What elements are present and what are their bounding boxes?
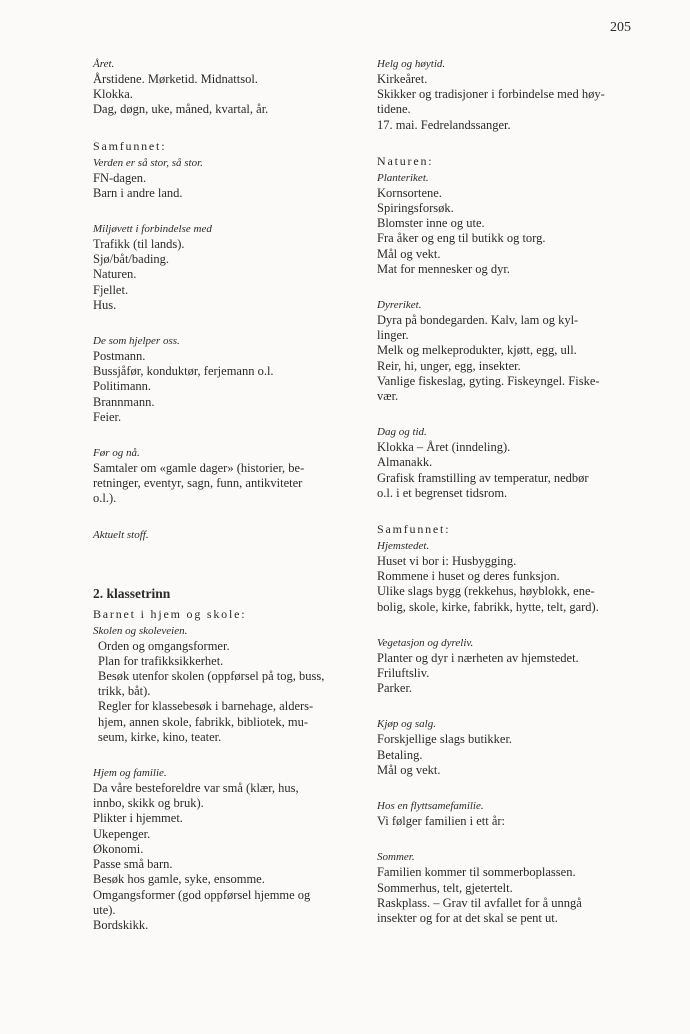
text-line: Plan for trafikksikkerhet. [98,653,224,668]
text-line: Familien kommer til sommerboplassen. [377,865,576,880]
text-line: seum, kirke, kino, teater. [98,729,222,744]
subtopic-heading: Aktuelt stoff. [93,528,149,541]
topic-heading: Naturen: [377,153,434,168]
text-line: Plikter i hjemmet. [93,811,183,826]
text-line: Fjellet. [93,282,129,297]
text-line: Orden og omgangsformer. [98,638,230,653]
text-line: Vanlige fiskeslag, gyting. Fiskeyngel. Fiske- [377,373,600,388]
subtopic-heading: Dag og tid. [377,426,427,439]
text-line: ute). [93,902,116,917]
text-line: Bordskikk. [93,917,149,932]
section [377,849,639,926]
text-line: Barn i andre land. [93,185,183,200]
text-line: Mat for mennesker og dyr. [377,261,510,276]
section [377,297,639,404]
subtopic-heading: Hjemstedet. [377,540,430,553]
section [93,56,355,118]
text-line: innbo, skikk og bruk). [93,796,204,811]
text-line: Besøk utenfor skolen (oppførsel på tog, buss, [98,669,325,684]
subtopic-heading: Året. [93,58,115,70]
section [93,138,355,201]
section [93,445,355,507]
subtopic-heading: Verden er så stor, så stor. [93,156,203,169]
text-line: Vi følger familien i ett år: [377,814,506,829]
text-line: tidene. [377,102,411,117]
subtopic-heading: Miljøvett i forbindelse med [93,223,212,236]
text-line: Omgangsformer (god oppførsel hjemme og [93,887,311,902]
text-line: Planter og dyr i nærheten av hjemstedet. [377,650,579,665]
section [377,716,639,778]
text-line: trikk, båt). [98,684,151,699]
subtopic-heading: Hjem og familie. [93,767,167,780]
text-line: Dag, døgn, uke, måned, kvartal, år. [93,102,269,117]
text-line: Bussjåfør, konduktør, ferjemann o.l. [93,364,274,379]
page-number: 205 [610,20,631,35]
text-line: Feier. [93,409,122,424]
text-line: retninger, eventyr, sagn, funn, antikviteter [93,476,303,491]
subtopic-heading: Dyreriket. [377,299,422,312]
text-line: Fra åker og eng til butikk og torg. [377,231,546,246]
subtopic-heading: Kjøp og salg. [377,718,436,731]
section [377,153,639,277]
text-line: o.l.). [93,491,117,506]
text-line: Klokka – Året (inndeling). [377,440,511,455]
text-line: Spiringsforsøk. [377,201,454,216]
section [93,765,355,933]
text-line: Regler for klassebesøk i barnehage, alders- [98,699,314,714]
text-line: Kirkeåret. [377,72,428,86]
text-line: Mål og vekt. [377,246,441,261]
section [93,585,355,745]
subtopic-heading: De som hjelper oss. [93,335,180,348]
right-column [377,56,639,946]
grade-heading: 2. klassetrinn [93,585,171,601]
text-line: 17. mai. Fedrelandssanger. [377,117,511,132]
text-line: Passe små barn. [93,857,173,872]
text-line: Trafikk (til lands). [93,237,185,252]
text-line: Besøk hos gamle, syke, ensomme. [93,872,265,887]
text-line: Økonomi. [93,841,144,856]
text-line: Ulike slags bygg (rekkehus, høyblokk, ene- [377,584,595,599]
subtopic-heading: Helg og høytid. [377,58,446,70]
text-line: Da våre besteforeldre var små (klær, hus, [93,781,299,796]
text-line: Friluftsliv. [377,666,430,681]
subtopic-heading: Før og nå. [93,447,140,460]
text-line: Ukepenger. [93,826,151,841]
text-line: Dyra på bondegarden. Kalv, lam og kyl- [377,313,579,328]
subtopic-heading: Skolen og skoleveien. [93,624,188,637]
text-line: Raskplass. – Grav til avfallet for å unngå [377,895,582,910]
text-line: Skikker og tradisjoner i forbindelse med høy- [377,87,605,102]
text-line: Sommerhus, telt, gjetertelt. [377,880,513,895]
section [93,333,355,425]
text-line: Postmann. [93,349,146,364]
text-line: Betaling. [377,747,423,762]
text-line: hjem, annen skole, fabrikk, bibliotek, mu- [98,714,309,729]
text-line: Klokka. [93,87,133,102]
section [377,635,639,697]
text-line: Sjø/båt/bading. [93,252,170,267]
subtopic-heading: Sommer. [377,851,415,864]
section [377,424,639,501]
section [377,798,639,829]
text-line: Almanakk. [377,455,433,470]
topic-heading: Samfunnet: [93,138,167,153]
text-line: Hus. [93,297,117,312]
text-line: Naturen. [93,267,137,282]
text-line: Blomster inne og ute. [377,216,485,231]
subtopic-heading: Hos en flyttsamefamilie. [377,800,484,813]
left-column [93,56,355,953]
text-line: Samtaler om «gamle dager» (historier, be- [93,461,305,476]
section [377,56,639,133]
text-line: Forskjellige slags butikker. [377,732,513,747]
text-line: Rommene i huset og deres funksjon. [377,569,560,584]
text-line: Årstidene. Mørketid. Midnattsol. [93,72,258,86]
text-line: FN-dagen. [93,170,147,185]
topic-heading: Samfunnet: [377,522,451,537]
text-line: Reir, hi, unger, egg, insekter. [377,358,521,373]
text-line: insekter og for at det skal se pent ut. [377,910,558,925]
text-line: Grafisk framstilling av temperatur, nedbør [377,470,589,485]
text-line: Parker. [377,681,413,696]
text-line: vær. [377,389,399,404]
text-line: Melk og melkeprodukter, kjøtt, egg, ull. [377,343,577,358]
section [93,221,355,313]
text-line: o.l. i et begrenset tidsrom. [377,485,508,500]
text-line: Kornsortene. [377,185,442,200]
text-line: Huset vi bor i: Husbygging. [377,554,517,569]
text-line: Mål og vekt. [377,762,441,777]
topic-heading: Barnet i hjem og skole: [93,606,247,621]
text-line: Politimann. [93,379,151,394]
section [377,521,639,615]
section [93,527,355,543]
text-line: Brannmann. [93,394,155,409]
text-line: linger. [377,328,409,343]
subtopic-heading: Vegetasjon og dyreliv. [377,636,474,649]
text-line: bolig, skole, kirke, fabrikk, hytte, telt, gard). [377,599,599,614]
subtopic-heading: Planteriket. [377,171,429,184]
